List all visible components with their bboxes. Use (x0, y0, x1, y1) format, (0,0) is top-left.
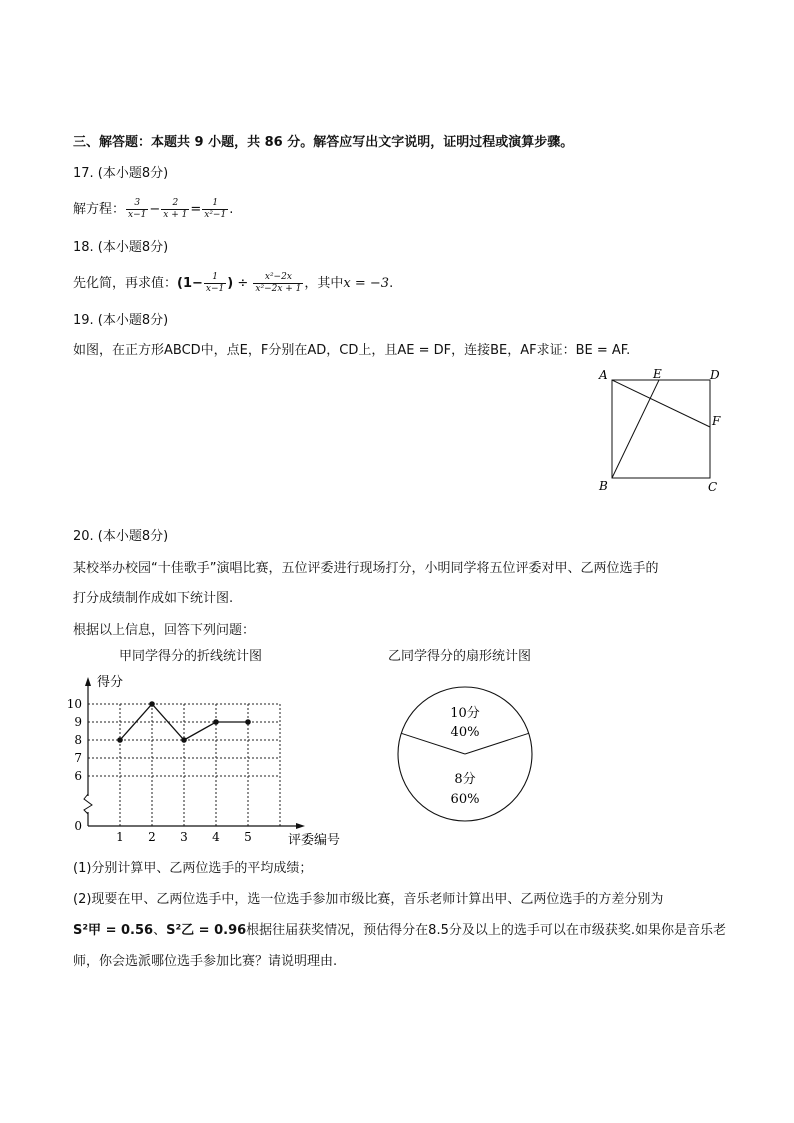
q18-fraction-1 (204, 272, 226, 295)
slice-label-2: 8分 (454, 772, 476, 787)
q19-text: 如图，在正方形ABCD中，点E，F分别在AD，CD上，且AE = DF，连接BE，AF求证：BE = AF. (73, 343, 631, 358)
q17-f1-den: x−1 (128, 210, 147, 220)
x-tick-label-1: 1 (116, 830, 124, 844)
q20-text-2: 打分成绩制作成如下统计图. (73, 591, 234, 606)
pie-chart-title: 乙同学得分的扇形统计图 (388, 649, 532, 664)
x-axis-arrow (296, 823, 305, 829)
q18-open: (1− (177, 276, 203, 291)
x-tick-label-5: 5 (244, 830, 252, 844)
label-f: F (712, 414, 721, 428)
q18-divide: ÷ (237, 276, 249, 291)
q19-number: 19. (本小题8分) (73, 313, 169, 328)
q18-f1-num: 1 (204, 272, 226, 284)
y-tick-label-6: 6 (74, 769, 82, 783)
y-axis-arrow (85, 677, 91, 686)
q17-equals: = (190, 202, 202, 217)
section-header: 三、解答题：本题共 9 小题，共 86 分。解答应写出文字说明，证明过程或演算步骤。 (73, 135, 574, 150)
q20-part-2-rest: 根据往届获奖情况，预估得分在8.5分及以上的选手可以在市级获奖.如果你是音乐老 (246, 923, 726, 938)
pie-chart (390, 680, 540, 830)
q17-f2-den: x + 1 (163, 210, 188, 220)
q20-text-1: 某校举办校园“十佳歌手”演唱比赛，五位评委进行现场打分，小明同学将五位评委对甲、乙两位选手的 (73, 561, 659, 576)
segment-be (612, 380, 659, 478)
data-point-4 (213, 719, 219, 725)
variance-jia: S²甲 = 0.56 (73, 923, 154, 938)
q17-equation (73, 197, 233, 223)
q17-f3-num: 1 (202, 198, 228, 210)
q18-close: ) (227, 276, 234, 291)
q20-part-2-line-1: (2)现要在甲、乙两位选手中，选一位选手参加市级比赛，音乐老师计算出甲、乙两位选手的方差分别为 (73, 892, 664, 907)
variance-yi: S²乙 = 0.96 (166, 923, 247, 938)
q17-fraction-1 (126, 198, 148, 221)
data-point-2 (149, 701, 155, 707)
q20-part-2-line-2 (73, 921, 726, 941)
q17-prefix: 解方程： (73, 202, 126, 217)
slice-percent-1: 40% (450, 725, 480, 740)
segment-af (612, 380, 710, 427)
x-axis-title: 评委编号 (288, 833, 341, 848)
x-tick-label-4: 4 (212, 830, 220, 844)
q17-number: 17. (本小题8分) (73, 166, 169, 181)
square-abcd (612, 380, 710, 478)
q17-minus: − (149, 202, 161, 217)
line-chart-title: 甲同学得分的折线统计图 (119, 649, 263, 664)
label-d: D (710, 368, 720, 382)
slice-label-1: 10分 (450, 706, 480, 721)
y-tick-label-10: 10 (66, 697, 82, 711)
label-b: B (599, 479, 608, 493)
label-a: A (599, 368, 608, 382)
q18-number: 18. (本小题8分) (73, 240, 169, 255)
q18-f1-den: x−1 (205, 284, 225, 294)
x-tick-label-2: 2 (148, 830, 156, 844)
q20-part-1: (1)分别计算甲、乙两位选手的平均成绩； (73, 861, 313, 876)
slice-percent-2: 60% (450, 792, 480, 807)
q17-fraction-3 (202, 198, 228, 221)
line-chart (60, 668, 350, 853)
q18-fraction-2 (253, 272, 303, 295)
q20-number: 20. (本小题8分) (73, 529, 169, 544)
q18-f2-num: x²−2x (253, 272, 303, 284)
q20-text-3: 根据以上信息，回答下列问题： (73, 623, 256, 638)
y-tick-label-0: 0 (74, 819, 82, 833)
q18-prefix: 先化简，再求值： (73, 276, 178, 291)
y-tick-label-9: 9 (74, 715, 82, 729)
square-figure (595, 365, 725, 495)
y-tick-label-7: 7 (74, 751, 82, 765)
q17-f1-num: 3 (126, 198, 148, 210)
variance-sep: 、 (153, 923, 167, 938)
q18-end: . (389, 276, 394, 291)
q17-f2-num: 2 (161, 198, 189, 210)
label-c: C (708, 480, 718, 494)
q18-suffix: ，其中 (304, 276, 344, 291)
x-tick-label-3: 3 (180, 830, 188, 844)
data-point-3 (181, 737, 187, 743)
q18-condition: x = −3 (343, 276, 390, 291)
q20-part-2-line-3: 师，你会选派哪位选手参加比赛？请说明理由. (73, 954, 338, 969)
q18-expression (73, 271, 393, 297)
y-axis-title: 得分 (97, 675, 124, 690)
q17-fraction-2 (161, 198, 189, 221)
q18-f2-den: x²−2x + 1 (255, 284, 302, 294)
q17-end: . (229, 202, 234, 217)
data-point-1 (117, 737, 123, 743)
label-e: E (653, 367, 662, 381)
y-tick-label-8: 8 (74, 733, 82, 747)
q17-f3-den: x²−1 (204, 210, 227, 220)
data-point-5 (245, 719, 251, 725)
